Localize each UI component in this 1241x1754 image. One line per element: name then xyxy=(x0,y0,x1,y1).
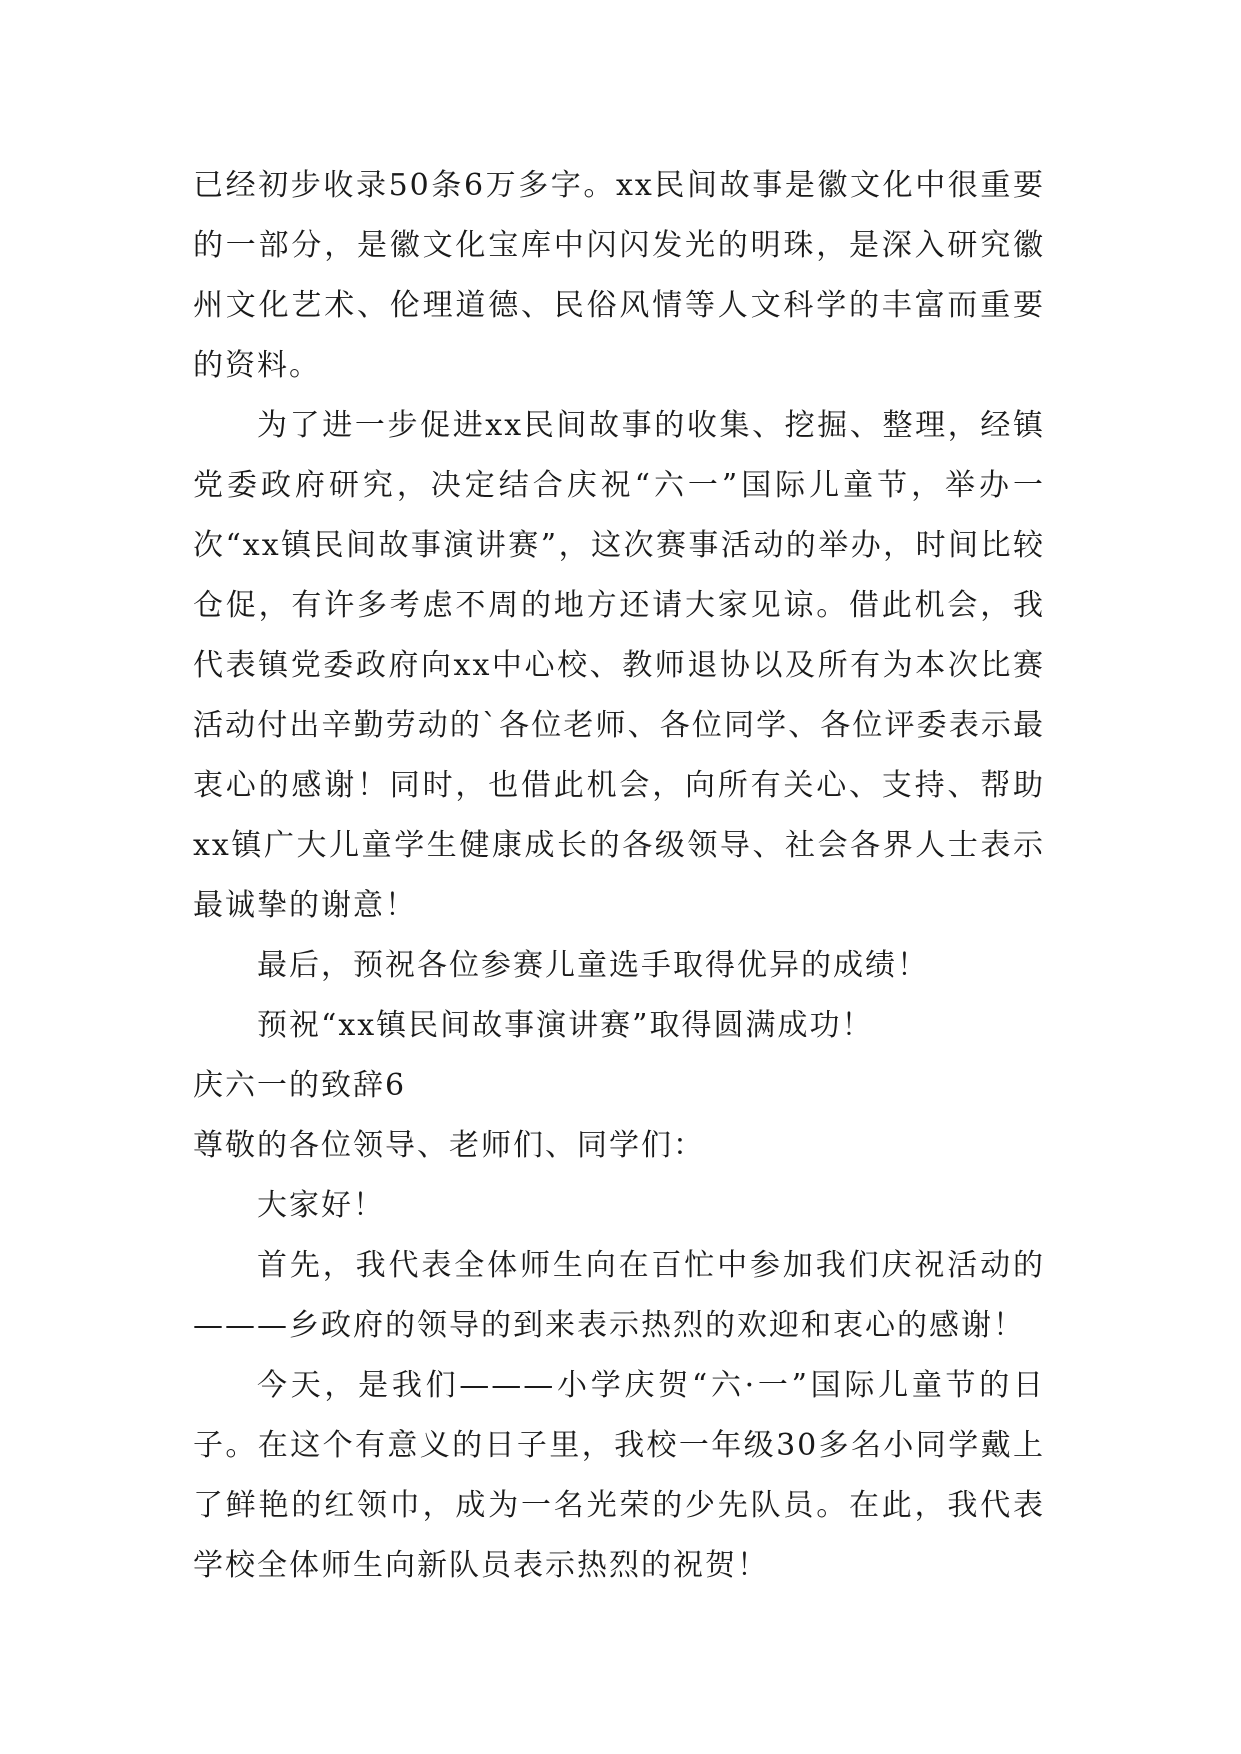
document-page xyxy=(193,156,1045,1596)
paragraph-celebration: 今天，是我们———小学庆贺“六·一”国际儿童节的日子。在这个有意义的日子里，我校一年级30多名小同学戴上了鲜艳的红领巾，成为一名光荣的少先队员。在此，我代表学校全体师生向新队员表示热烈的祝贺！ xyxy=(193,1368,1045,1583)
paragraph-wish-contestants: 最后，预祝各位参赛儿童选手取得优异的成绩！ xyxy=(257,948,929,983)
paragraph-event-announcement: 为了进一步促进xx民间故事的收集、挖掘、整理，经镇党委政府研究，决定结合庆祝“六一”国际儿童节，举办一次“xx镇民间故事演讲赛”，这次赛事活动的举办，时间比较仓促，有许多考虑不周的地方还请大家见谅。借此机会，我代表镇党委政府向xx中心校、教师退协以及所有为本次比赛活动付出辛勤劳动的`各位老师、各位同学、各位评委表示最衷心的感谢！同时，也借此机会，向所有关心、支持、帮助xx镇广大儿童学生健康成长的各级领导、社会各界人士表示最诚挚的谢意！ xyxy=(193,408,1045,923)
paragraph-wish-success: 预祝“xx镇民间故事演讲赛”取得圆满成功！ xyxy=(257,1008,874,1043)
paragraph-collection-intro: 已经初步收录50条6万多字。xx民间故事是徽文化中很重要的一部分，是徽文化宝库中闪闪发光的明珠，是深入研究徽州文化艺术、伦理道德、民俗风情等人文科学的丰富而重要的资料。 xyxy=(193,168,1045,383)
section-heading: 庆六一的致辞6 xyxy=(193,1068,407,1103)
greeting: 大家好！ xyxy=(257,1188,385,1223)
salutation: 尊敬的各位领导、老师们、同学们： xyxy=(193,1128,705,1163)
paragraph-welcome: 首先，我代表全体师生向在百忙中参加我们庆祝活动的———乡政府的领导的到来表示热烈的欢迎和衷心的感谢！ xyxy=(193,1248,1045,1343)
